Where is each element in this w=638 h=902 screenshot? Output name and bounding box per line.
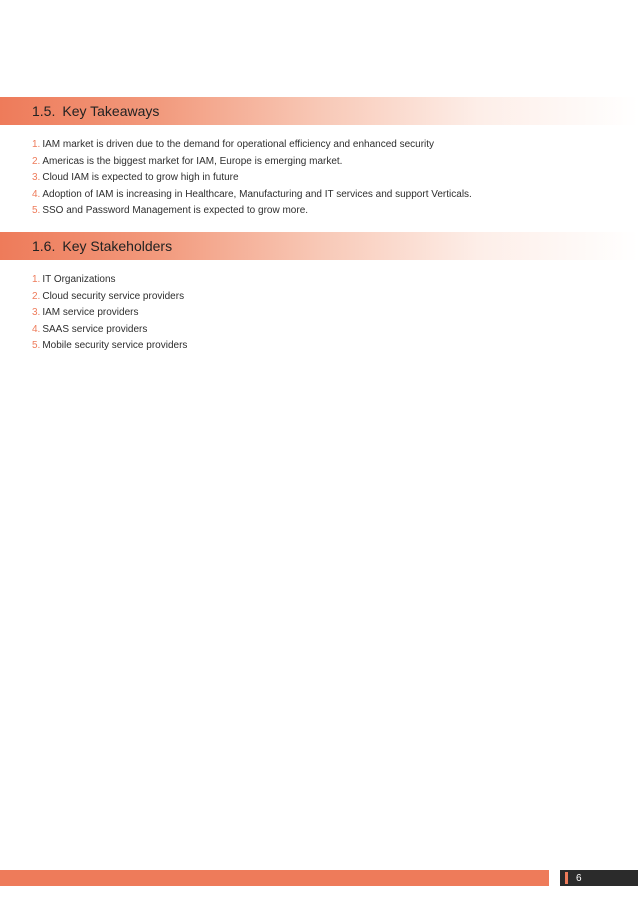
key-stakeholders-list: [32, 272, 187, 355]
list-item: [32, 272, 187, 289]
list-item: [32, 289, 187, 306]
list-item-text: Americas is the biggest market for IAM, Europe is emerging market.: [42, 155, 343, 167]
list-item-index: 2.: [32, 290, 41, 302]
list-item-text: Cloud security service providers: [42, 290, 185, 302]
list-item-index: 4.: [32, 188, 41, 200]
list-item-index: 5.: [32, 205, 41, 217]
section-header-key-stakeholders: [0, 232, 638, 260]
section-header-key-takeaways: [0, 97, 638, 125]
section-title: Key Stakeholders: [62, 238, 173, 254]
list-item: [32, 137, 472, 154]
list-item-text: IAM service providers: [42, 307, 139, 319]
list-item-index: 4.: [32, 323, 41, 335]
list-item-index: 3.: [32, 172, 41, 184]
list-item-text: SAAS service providers: [42, 323, 148, 335]
footer-accent-bar: [0, 870, 549, 886]
list-item: [32, 322, 187, 339]
key-takeaways-list: [32, 137, 472, 220]
list-item: [32, 305, 187, 322]
list-item-text: IT Organizations: [42, 274, 116, 285]
list-item-index: 3.: [32, 307, 41, 319]
list-item-text: SSO and Password Management is expected to grow more.: [42, 205, 309, 217]
list-item-index: 5.: [32, 340, 41, 352]
page-number-box: [560, 870, 638, 886]
section-number: 1.5.: [32, 103, 56, 119]
list-item: [32, 203, 472, 220]
list-item-text: IAM market is driven due to the demand for operational efficiency and enhanced security: [42, 139, 435, 150]
list-item: [32, 338, 187, 355]
list-item: [32, 170, 472, 187]
section-number: 1.6.: [32, 238, 56, 254]
list-item: [32, 187, 472, 204]
section-title: Key Takeaways: [62, 103, 160, 119]
list-item-index: 1.: [32, 139, 41, 150]
list-item-index: 1.: [32, 274, 41, 285]
list-item-text: Mobile security service providers: [42, 340, 188, 352]
list-item-index: 2.: [32, 155, 41, 167]
list-item: [32, 154, 472, 171]
page-number: 6: [576, 872, 582, 884]
page-marker: [565, 872, 568, 884]
list-item-text: Cloud IAM is expected to grow high in future: [42, 172, 239, 184]
list-item-text: Adoption of IAM is increasing in Healthcare, Manufacturing and IT services and support Verticals.: [42, 188, 472, 200]
